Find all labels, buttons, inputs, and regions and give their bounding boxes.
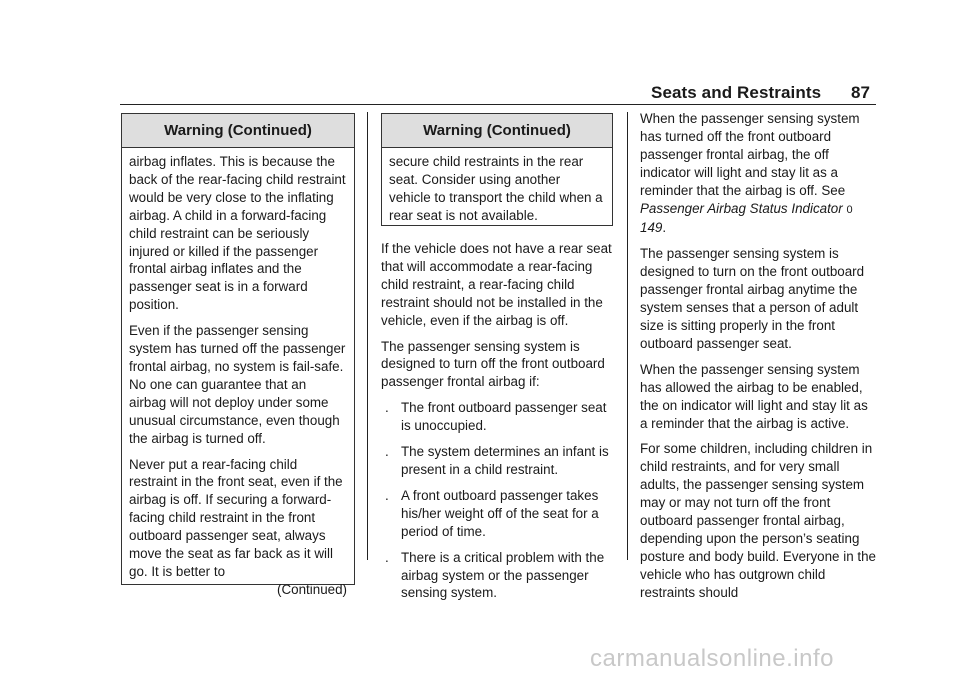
page-number: 87 [851, 83, 870, 102]
warning-paragraph: airbag inflates. This is because the back of the rear-facing child restraint would be very close to the inflating airbag. A child in a forward-facing child restraint can be seriously injured or killed if the passenger frontal airbag inflates and the passenger seat is in a forward position. [129, 154, 346, 313]
list-item-text: There is a critical problem with the airbag system or the passenger sensing system. [401, 549, 605, 601]
watermark: carmanualsonline.info [590, 645, 834, 672]
bullet-marker: . [385, 549, 389, 565]
warning-body [122, 148, 354, 599]
section-title: Seats and Restraints [651, 83, 822, 102]
list-item-text: The system determines an infant is present in a child restraint. [401, 444, 609, 477]
column-2-text [381, 240, 613, 610]
list-item [381, 549, 613, 603]
page-reference-icon: 0 [846, 203, 853, 216]
list-item-text: The front outboard passenger seat is unoccupied. [401, 400, 607, 434]
body-paragraph: If the vehicle does not have a rear seat that will accommodate a rear-facing child restraint, a rear-facing child restraint should not be installed in the vehicle, even if the airbag is off. [381, 241, 612, 328]
bullet-marker: . [385, 487, 389, 503]
bullet-marker: . [385, 400, 389, 416]
body-paragraph: When the passenger sensing system has allowed the airbag to be enabled, the on indicator will light and stay lit as a reminder that the airbag is active. [640, 361, 868, 431]
list-item [381, 443, 613, 479]
column-divider-1 [367, 112, 368, 560]
header-rule [120, 104, 876, 105]
warning-body [382, 148, 612, 225]
warning-paragraph: secure child restraints in the rear seat. Consider using another vehicle to transport the child when a rear seat is not available. [389, 154, 603, 223]
cross-reference-link[interactable]: Passenger Airbag Status Indicator [640, 200, 843, 216]
warning-paragraph: Even if the passenger sensing system has turned off the passenger frontal airbag, no system is fail-safe. No one can guarantee that an airbag will not deploy under some unusual circumstance, even though the airbag is turned off. [129, 323, 346, 446]
column-3-text [640, 110, 878, 610]
continued-label: (Continued) [277, 581, 347, 597]
body-paragraph: The passenger sensing system is designed to turn off the front outboard passenger frontal airbag if: [381, 338, 605, 390]
warning-heading: Warning (Continued) [122, 114, 354, 148]
body-paragraph [640, 110, 878, 237]
paragraph-text: When the passenger sensing system has turned off the front outboard passenger frontal airbag, the off indicator will light and stay lit as a reminder that the airbag is off. See [640, 111, 860, 198]
cross-reference-page[interactable]: 149 [640, 220, 663, 236]
column-divider-2 [627, 112, 628, 560]
list-item [381, 399, 613, 435]
body-paragraph: For some children, including children in child restraints, and for very small adults, the passenger sensing system may or may not turn off the front outboard passenger frontal airbag, depending upon the person’s seating posture and body build. Everyone in the vehicle who has outgrown child restraints should [640, 441, 876, 600]
warning-heading: Warning (Continued) [382, 114, 612, 148]
warning-paragraph: Never put a rear-facing child restraint in the front seat, even if the airbag is off. If securing a forward-facing child restraint in the front outboard passenger seat, always move the seat as far back as it will go. It is better to [129, 456, 343, 579]
list-item-text: A front outboard passenger takes his/her weight off of the seat for a period of time. [401, 487, 599, 539]
warning-box-col1 [121, 113, 355, 597]
warning-box-col2 [381, 113, 613, 226]
list-item [381, 487, 613, 541]
paragraph-end: . [662, 220, 667, 236]
bullet-marker: . [385, 444, 389, 460]
body-paragraph: The passenger sensing system is designed to turn on the front outboard passenger frontal airbag anytime the system senses that a person of adult size is sitting properly in the front outboard passenger seat. [640, 246, 865, 351]
